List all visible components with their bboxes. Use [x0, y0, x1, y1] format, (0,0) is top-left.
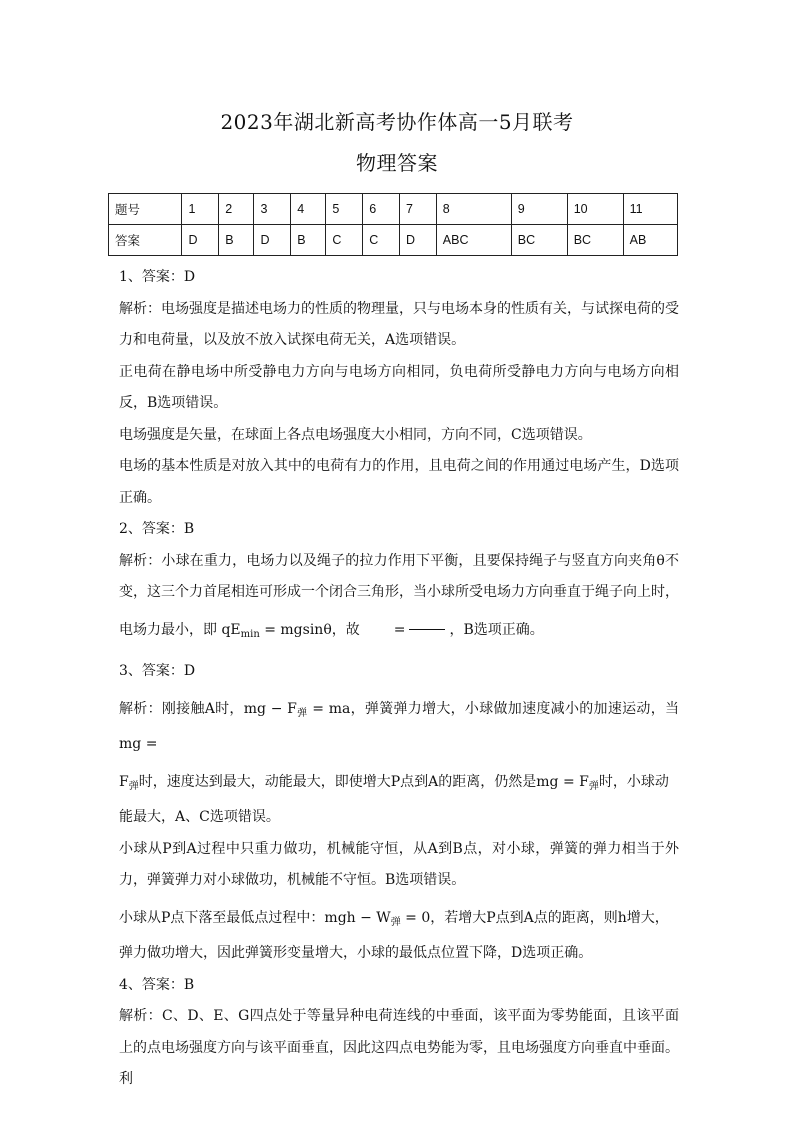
- page-subtitle: 物理答案: [356, 151, 438, 175]
- text-span: ，弹簧弹力增大，小球做加速度减小的加速运动，当: [350, 700, 679, 717]
- formula: [324, 910, 430, 926]
- question-cell: 2: [219, 194, 254, 225]
- answer-cell: BC: [511, 225, 567, 256]
- answer-cell: AB: [623, 225, 677, 256]
- row-label-question: 题号: [109, 194, 182, 225]
- question-cell: 7: [399, 194, 436, 225]
- formula-part: mg − F: [243, 700, 297, 717]
- text-span: ，B选项正确。: [449, 621, 544, 638]
- answer-cell: D: [399, 225, 436, 256]
- q3-analysis-b: [119, 767, 679, 803]
- answer-cell: B: [291, 225, 326, 256]
- answer-cell: C: [363, 225, 400, 256]
- solution-body: [119, 262, 679, 1096]
- formula-subscript: 弹: [128, 780, 139, 792]
- text-span: 解析：刚接触A时，: [119, 700, 244, 717]
- answer-cell: D: [182, 225, 219, 256]
- row-label-answer: 答案: [109, 225, 182, 256]
- q3-analysis-a: [119, 694, 679, 761]
- question-cell: 11: [623, 194, 677, 225]
- formula: [244, 701, 351, 717]
- question-cell: 8: [436, 194, 511, 225]
- text-span: 电场力最小，即: [119, 621, 222, 638]
- q1-analysis-a: 解析：电场强度是描述电场力的性质的物理量，只与电场本身的性质有关，与试探电荷的受力和电荷量，以及放不放入试探电荷无关，A选项错误。: [119, 300, 679, 348]
- question-cell: 9: [511, 194, 567, 225]
- q3-analysis-c: 能最大，A、C选项错误。: [119, 809, 280, 825]
- formula: [221, 622, 331, 638]
- answer-cell: ABC: [436, 225, 511, 256]
- q4-analysis-a: 解析：C、D、E、G四点处于等量异种电荷连线的中垂面，该平面为零势能面，且该平面上的点电场强度方向与该平面垂直，因此这四点电势能为零，且电场强度方向垂直中垂面。利: [119, 1008, 679, 1087]
- question-cell: 10: [567, 194, 623, 225]
- q1-analysis-d: 电场的基本性质是对放入其中的电荷有力的作用，且电荷之间的作用通过电场产生，D选项正确。: [119, 458, 679, 506]
- text-span: 时，小球动: [598, 773, 669, 790]
- q2-heading: 2、答案：B: [119, 521, 195, 537]
- formula: [536, 774, 599, 790]
- formula-part: = ma: [307, 700, 351, 717]
- question-cell: 5: [326, 194, 363, 225]
- formula: [119, 774, 139, 790]
- question-cell: 3: [254, 194, 291, 225]
- formula-part: = 0: [400, 909, 431, 926]
- fraction-bar: [409, 629, 445, 630]
- q1-heading: 1、答案：D: [119, 269, 196, 285]
- equals-sign: =: [393, 621, 406, 638]
- formula-subscript: min: [240, 628, 260, 640]
- formula-subscript: 弹: [296, 707, 308, 719]
- formula-subscript: 弹: [390, 916, 401, 928]
- text-span: ，若增大P点到A点的距离，则h增大，: [430, 909, 669, 926]
- q3-analysis-f: 弹力做功增大，因此弹簧形变量增大，小球的最低点位置下降，D选项正确。: [119, 945, 593, 961]
- question-cell: 6: [363, 194, 400, 225]
- formula-subscript: 弹: [588, 780, 599, 792]
- q1-analysis-c: 电场强度是矢量，在球面上各点电场强度大小相同，方向不同，C选项错误。: [119, 426, 592, 443]
- question-cell: 4: [291, 194, 326, 225]
- answer-cell: D: [254, 225, 291, 256]
- formula-part: mg = F: [536, 773, 589, 790]
- text-span: ，故: [331, 621, 360, 638]
- formula-part: mgh − W: [324, 909, 391, 926]
- answer-cell: C: [326, 225, 363, 256]
- q2-analysis-b: [119, 615, 679, 651]
- formula: mg =: [119, 736, 158, 752]
- question-number-row: [109, 194, 678, 225]
- text-span: 时，速度达到最大，动能最大，即使增大P点到A的距离，仍然是: [138, 773, 537, 790]
- answer-table: [108, 193, 678, 256]
- q3-analysis-e: [119, 903, 679, 939]
- q4-heading: 4、答案：B: [119, 976, 195, 993]
- q3-heading: 3、答案：D: [119, 663, 196, 679]
- formula-part: = mgsinθ: [259, 621, 332, 638]
- answer-cell: B: [219, 225, 254, 256]
- page-title: 2023年湖北新高考协作体高一5月联考: [220, 110, 574, 134]
- formula-part: qE: [221, 621, 241, 638]
- question-cell: 1: [182, 194, 219, 225]
- answer-cell: BC: [567, 225, 623, 256]
- q2-analysis-a: 解析：小球在重力，电场力以及绳子的拉力作用下平衡，且要保持绳子与竖直方向夹角θ不变，这三个力首尾相连可形成一个闭合三角形，当小球所受电场力方向垂直于绳子向上时，: [119, 552, 679, 600]
- formula-part: F: [119, 773, 129, 790]
- q1-analysis-b: 正电荷在静电场中所受静电力方向与电场方向相同，负电荷所受静电力方向与电场方向相反，B选项错误。: [119, 363, 679, 411]
- answer-row: [109, 225, 678, 256]
- q3-analysis-d: 小球从P到A过程中只重力做功，机械能守恒，从A到B点，对小球，弹簧的弹力相当于外力，弹簧弹力对小球做功，机械能不守恒。B选项错误。: [119, 840, 679, 888]
- text-span: 小球从P点下落至最低点过程中：: [119, 909, 325, 926]
